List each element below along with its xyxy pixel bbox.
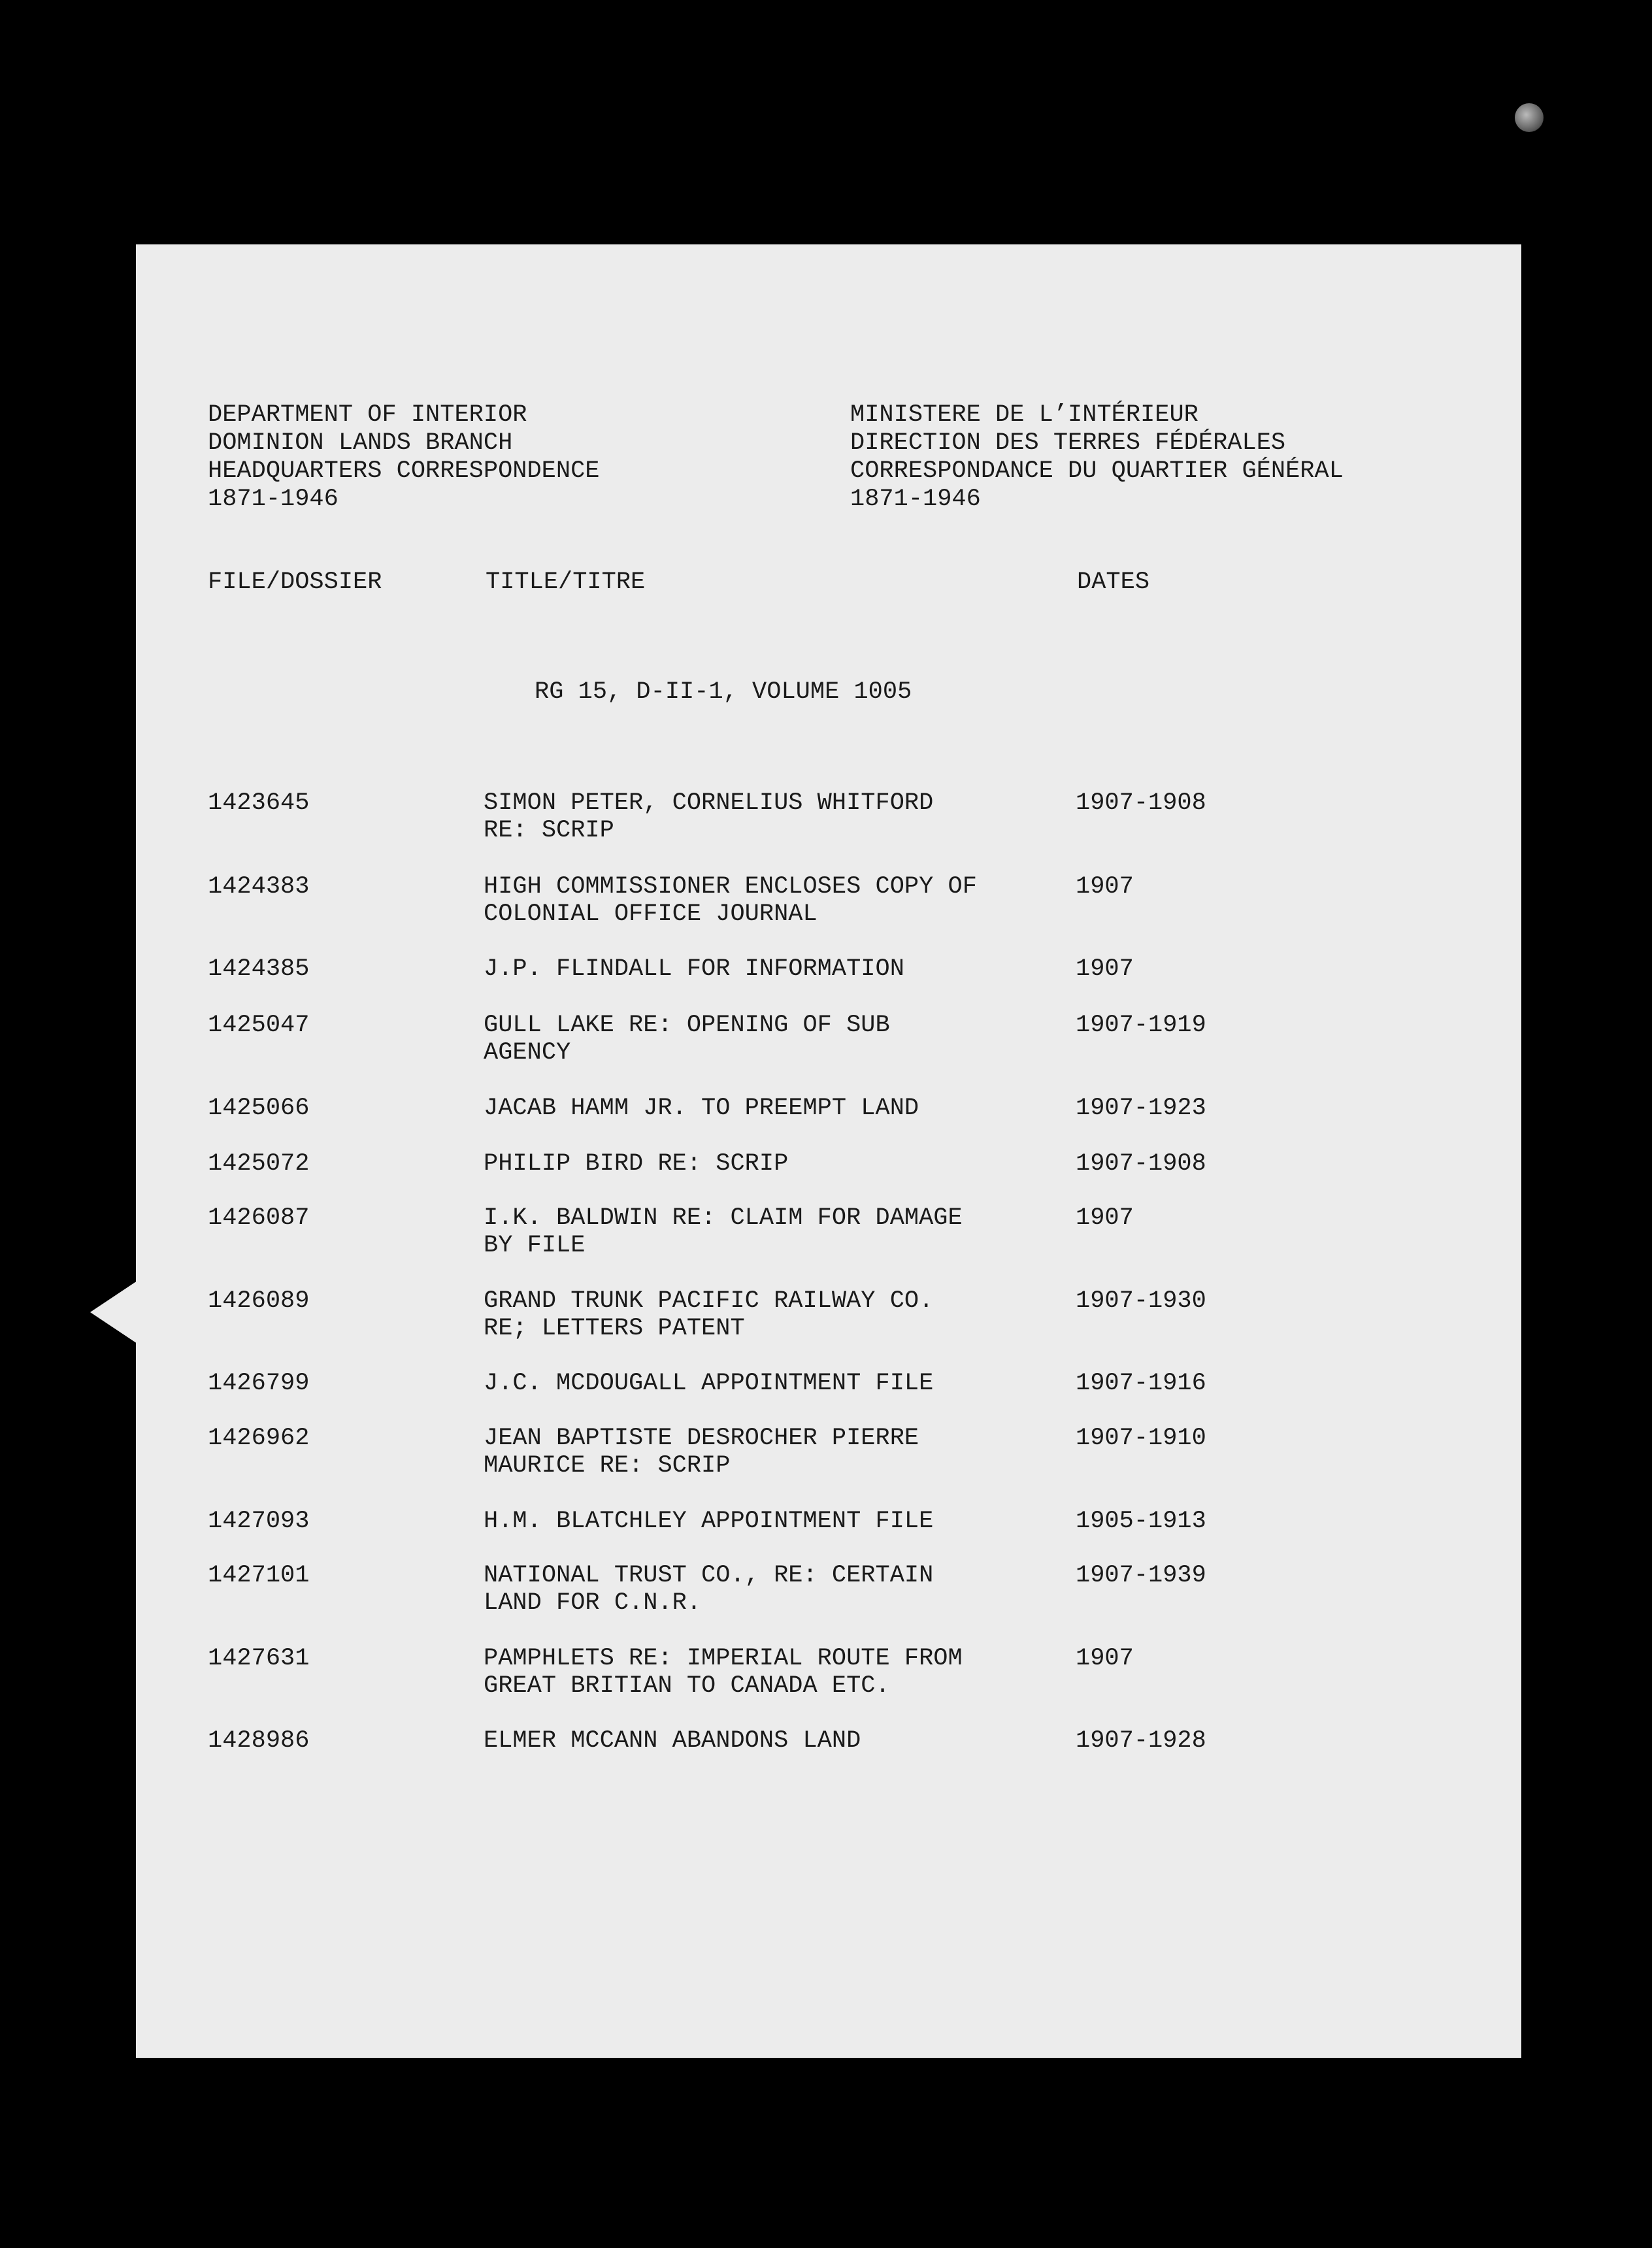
file-title: PAMPHLETS RE: IMPERIAL ROUTE FROM GREAT BRITIAN TO CANADA ETC. [484, 1645, 963, 1700]
file-number: 1427093 [208, 1508, 310, 1535]
header-en-line4: 1871-1946 [208, 486, 339, 513]
file-number: 1424383 [208, 873, 310, 901]
file-title: JEAN BAPTISTE DESROCHER PIERRE MAURICE RE: SCRIP [484, 1425, 919, 1479]
file-number: 1428986 [208, 1727, 310, 1755]
file-title: NATIONAL TRUST CO., RE: CERTAIN LAND FOR C.N.R. [484, 1562, 934, 1617]
file-dates: 1907-1919 [1076, 1012, 1206, 1039]
file-number: 1426962 [208, 1425, 310, 1452]
volume-heading: RG 15, D-II-1, VOLUME 1005 [535, 678, 912, 706]
file-title: PHILIP BIRD RE: SCRIP [484, 1150, 789, 1178]
file-dates: 1907-1916 [1076, 1370, 1206, 1397]
file-dates: 1907 [1076, 955, 1134, 983]
file-dates: 1907-1928 [1076, 1727, 1206, 1755]
header-fr-line3: CORRESPONDANCE DU QUARTIER GÉNÉRAL [850, 457, 1344, 485]
file-dates: 1907-1910 [1076, 1425, 1206, 1452]
file-dates: 1907-1939 [1076, 1562, 1206, 1589]
file-number: 1427631 [208, 1645, 310, 1672]
file-title: H.M. BLATCHLEY APPOINTMENT FILE [484, 1508, 934, 1535]
file-dates: 1907-1908 [1076, 1150, 1206, 1178]
column-header-dates: DATES [1077, 569, 1150, 596]
file-title: J.C. MCDOUGALL APPOINTMENT FILE [484, 1370, 934, 1397]
file-dates: 1907-1923 [1076, 1095, 1206, 1122]
file-number: 1426799 [208, 1370, 310, 1397]
file-number: 1425047 [208, 1012, 310, 1039]
file-number: 1426089 [208, 1287, 310, 1315]
page-tab-marker [90, 1281, 137, 1344]
column-header-title: TITLE/TITRE [486, 569, 646, 596]
header-fr-line1: MINISTERE DE L’INTÉRIEUR [850, 401, 1198, 429]
file-title: I.K. BALDWIN RE: CLAIM FOR DAMAGE BY FILE [484, 1204, 963, 1259]
file-dates: 1907-1908 [1076, 789, 1206, 817]
header-en-line3: HEADQUARTERS CORRESPONDENCE [208, 457, 600, 485]
header-fr-line4: 1871-1946 [850, 486, 981, 513]
file-dates: 1907 [1076, 1204, 1134, 1232]
file-title: GRAND TRUNK PACIFIC RAILWAY CO. RE; LETTERS PATENT [484, 1287, 934, 1342]
file-number: 1425066 [208, 1095, 310, 1122]
header-fr-line2: DIRECTION DES TERRES FÉDÉRALES [850, 429, 1286, 457]
file-number: 1423645 [208, 789, 310, 817]
file-dates: 1907 [1076, 1645, 1134, 1672]
header-en-line2: DOMINION LANDS BRANCH [208, 429, 513, 457]
file-number: 1424385 [208, 955, 310, 983]
header-en-line1: DEPARTMENT OF INTERIOR [208, 401, 527, 429]
file-dates: 1907-1930 [1076, 1287, 1206, 1315]
file-number: 1426087 [208, 1204, 310, 1232]
file-dates: 1905-1913 [1076, 1508, 1206, 1535]
file-number: 1425072 [208, 1150, 310, 1178]
file-title: J.P. FLINDALL FOR INFORMATION [484, 955, 904, 983]
file-title: ELMER MCCANN ABANDONS LAND [484, 1727, 861, 1755]
file-title: JACAB HAMM JR. TO PREEMPT LAND [484, 1095, 919, 1122]
column-header-file: FILE/DOSSIER [208, 569, 382, 596]
header-english [208, 401, 600, 514]
file-title: HIGH COMMISSIONER ENCLOSES COPY OF COLONIAL OFFICE JOURNAL [484, 873, 977, 928]
file-number: 1427101 [208, 1562, 310, 1589]
file-title: GULL LAKE RE: OPENING OF SUB AGENCY [484, 1012, 890, 1066]
header-french [850, 401, 1344, 514]
file-title: SIMON PETER, CORNELIUS WHITFORD RE: SCRIP [484, 789, 934, 844]
file-dates: 1907 [1076, 873, 1134, 901]
scan-speck [1515, 103, 1544, 132]
